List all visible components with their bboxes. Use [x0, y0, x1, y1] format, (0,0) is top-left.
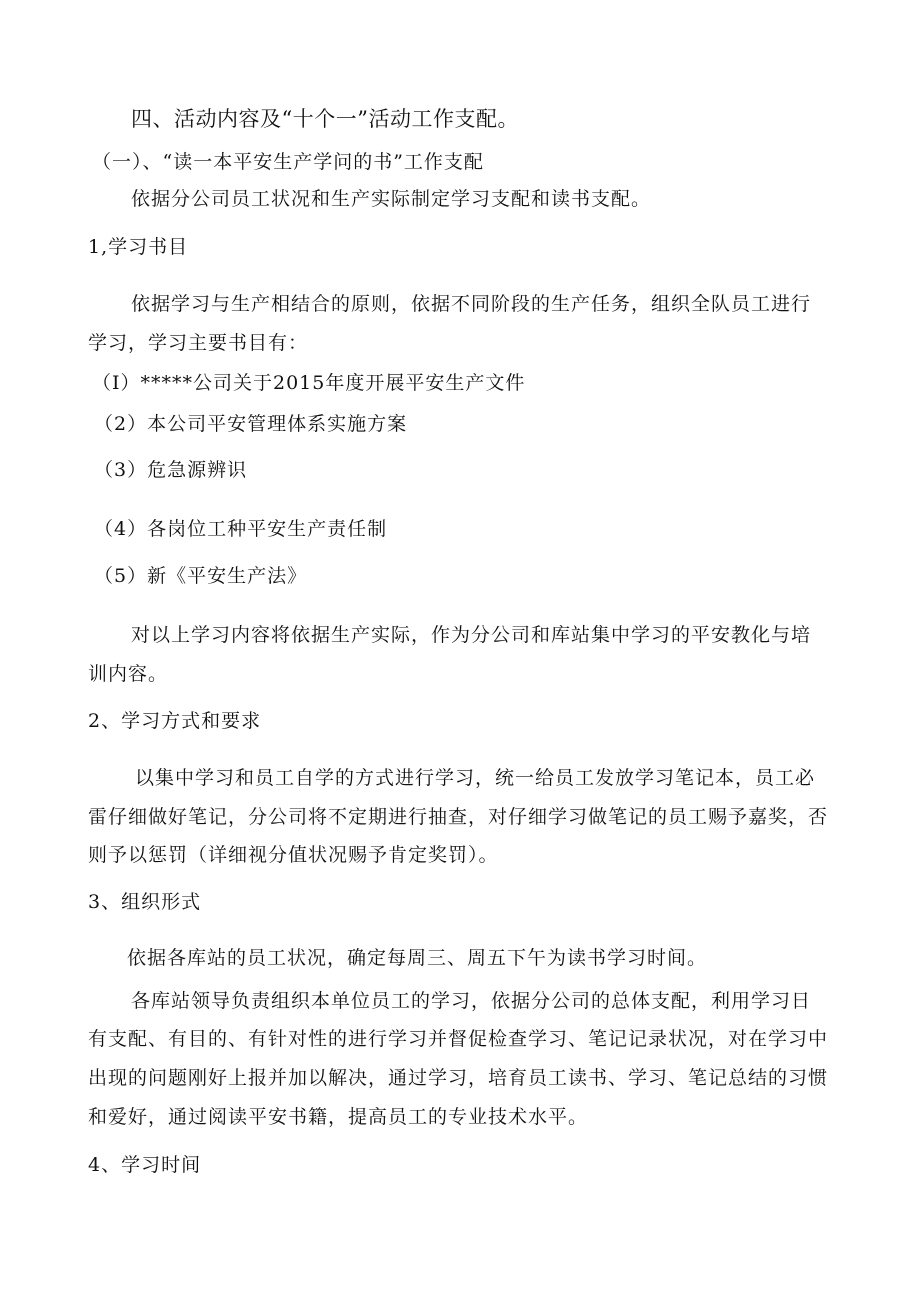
item3-paragraph-line: 各库站领导负责组织本单位员工的学习，依据分公司的总体支配，利用学习日 — [131, 990, 812, 1012]
section-heading: 四、活动内容及“十个一”活动工作支配。 — [131, 107, 519, 131]
item4-heading: 4、学习时间 — [88, 1154, 202, 1176]
book-list-item: （5）新《平安生产法》 — [94, 565, 308, 587]
item3-paragraph-line: 有支配、有目的、有针对性的进行学习并督促检查学习、笔记记录状况，对在学习中 — [88, 1028, 829, 1050]
subsection-heading: （一）、“读一本平安生产学问的书”工作支配 — [92, 151, 484, 173]
intro-paragraph: 依据分公司员工状况和生产实际制定学习支配和读书支配。 — [131, 188, 652, 210]
item1-paragraph-line: 依据学习与生产相结合的原则，依据不同阶段的生产任务，组织全队员工进行 — [131, 293, 812, 315]
item2-paragraph-line: 以集中学习和员工自学的方式进行学习，统一给员工发放学习笔记本，员工必 — [135, 767, 816, 789]
book-list-item: （2）本公司平安管理体系实施方案 — [94, 413, 408, 435]
item1-paragraph-line: 学习，学习主要书目有： — [88, 332, 309, 354]
item3-heading: 3、组织形式 — [88, 891, 202, 913]
item2-paragraph-line: 雷仔细做好笔记，分公司将不定期进行抽查，对仔细学习做笔记的员工赐予嘉奖，否 — [88, 806, 829, 828]
item3-paragraph-line: 和爱好，通过阅读平安书籍，提高员工的专业技术水平。 — [88, 1106, 589, 1128]
item1-heading: 1,学习书目 — [88, 236, 189, 258]
item2-paragraph-line: 则予以惩罚（详细视分值状况赐予肯定奖罚）。 — [88, 844, 499, 866]
item3-paragraph-line: 出现的问题刚好上报并加以解决，通过学习，培育员工读书、学习、笔记总结的习惯 — [88, 1067, 829, 1089]
book-list-item: （3）危急源辨识 — [94, 459, 248, 481]
book-list-item: （4）各岗位工种平安生产责任制 — [94, 518, 388, 540]
item1-note-line: 训内容。 — [88, 663, 169, 685]
item3-paragraph-line: 依据各库站的员工状况，确定每周三、周五下午为读书学习时间。 — [127, 947, 708, 969]
item1-note-line: 对以上学习内容将依据生产实际，作为分公司和库站集中学习的平安教化与培 — [131, 624, 812, 646]
item2-heading: 2、学习方式和要求 — [88, 710, 262, 732]
book-list-item: （I）*****公司关于2015年度开展平安生产文件 — [92, 372, 526, 394]
